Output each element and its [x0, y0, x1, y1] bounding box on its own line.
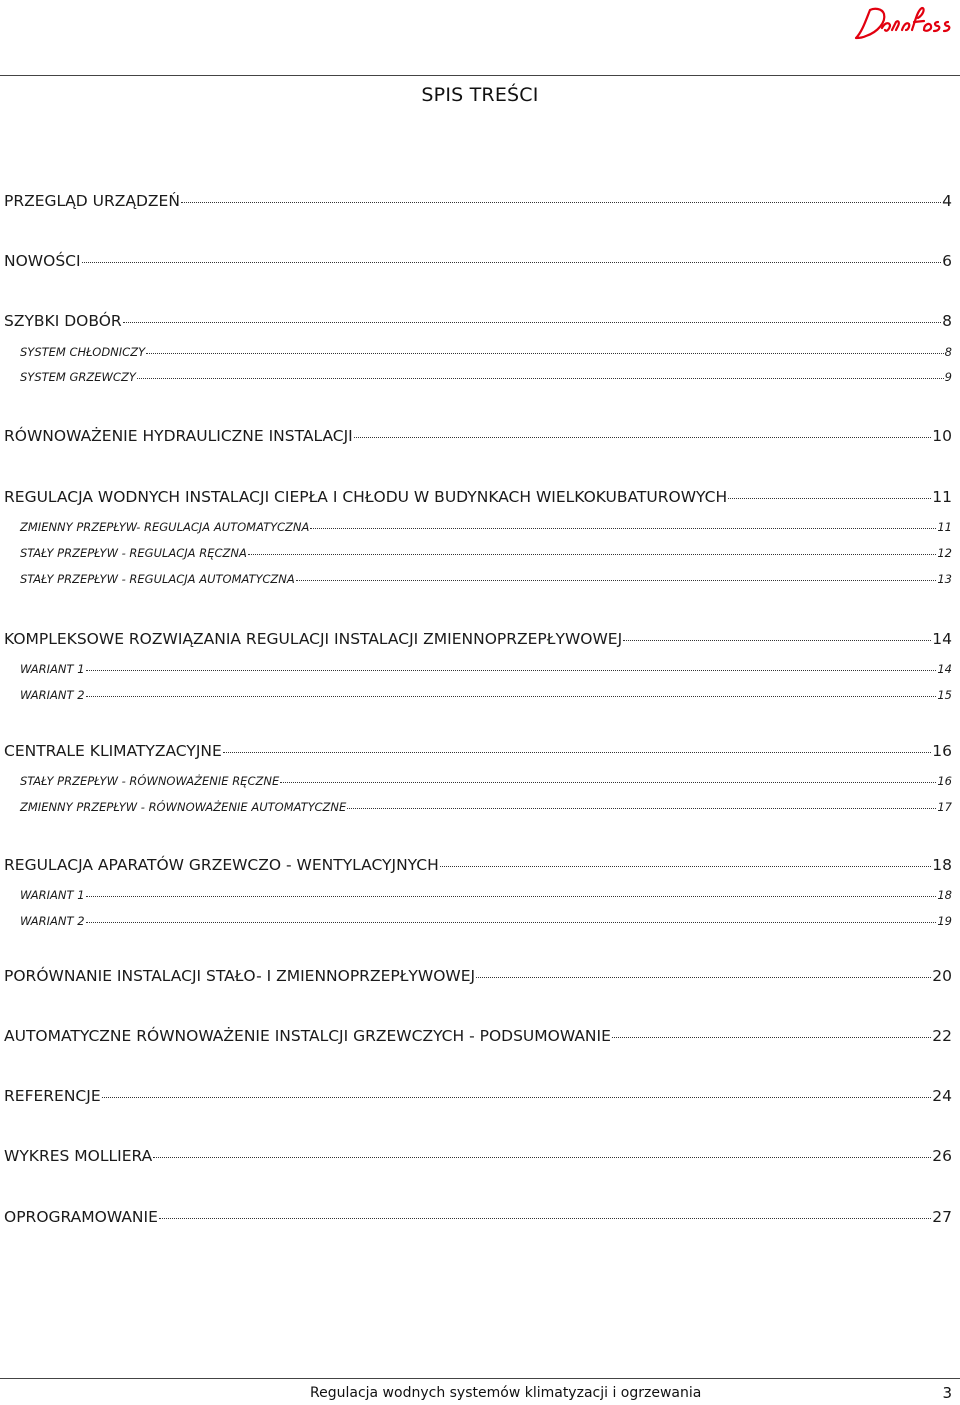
toc-page-number: 26	[932, 1147, 952, 1165]
header-rule	[0, 75, 960, 76]
toc-entry-title: WARIANT 2	[20, 688, 85, 702]
toc-page-number: 24	[932, 1087, 952, 1105]
toc-entry	[4, 742, 952, 760]
footer-title: Regulacja wodnych systemów klimatyzacji i ogrzewania	[310, 1385, 702, 1401]
toc-entry-title: REFERENCJE	[4, 1087, 101, 1105]
toc-entry-title: SYSTEM CHŁODNICZY	[20, 345, 146, 359]
page-title: SPIS TREŚCI	[421, 84, 539, 106]
toc-entry	[4, 1027, 952, 1045]
dot-leader	[86, 670, 937, 671]
dot-leader	[440, 866, 931, 867]
toc-entry	[4, 488, 952, 506]
toc-subentry	[20, 572, 952, 586]
toc-page-number: 11	[932, 488, 952, 506]
toc-entry	[4, 630, 952, 648]
toc-page-number: 11	[937, 520, 952, 534]
toc-entry-title: SZYBKI DOBÓR	[4, 312, 122, 330]
toc-page-number: 20	[932, 967, 952, 985]
dot-leader	[86, 922, 937, 923]
toc-entry-title: WARIANT 1	[20, 888, 85, 902]
toc-page-number: 18	[937, 888, 952, 902]
dot-leader	[86, 896, 937, 897]
toc-entry	[4, 1087, 952, 1105]
dot-leader	[476, 977, 931, 978]
dot-leader	[137, 378, 944, 379]
toc-entry-title: STAŁY PRZEPŁYW - RÓWNOWAŻENIE RĘCZNE	[20, 774, 280, 788]
danfoss-logo	[852, 2, 952, 46]
toc-entry-title: SYSTEM GRZEWCZY	[20, 370, 136, 384]
toc-entry-title: REGULACJA APARATÓW GRZEWCZO - WENTYLACYJNYCH	[4, 856, 439, 874]
dot-leader	[347, 808, 936, 809]
toc-entry-title: CENTRALE KLIMATYZACYJNE	[4, 742, 222, 760]
toc-page-number: 15	[937, 688, 952, 702]
toc-subentry	[20, 370, 952, 384]
dot-leader	[82, 262, 942, 263]
toc-subentry	[20, 662, 952, 676]
toc-page-number: 10	[932, 427, 952, 445]
dot-leader	[146, 353, 944, 354]
toc-page-number: 16	[932, 742, 952, 760]
toc-entry-title: OPROGRAMOWANIE	[4, 1208, 158, 1226]
toc-subentry	[20, 914, 952, 928]
toc-entry-title: ZMIENNY PRZEPŁYW - RÓWNOWAŻENIE AUTOMATYCZNE	[20, 800, 347, 814]
dot-leader	[181, 202, 941, 203]
dot-leader	[296, 580, 937, 581]
toc-entry-title: STAŁY PRZEPŁYW - REGULACJA RĘCZNA	[20, 546, 247, 560]
toc-entry-title: PORÓWNANIE INSTALACJI STAŁO- I ZMIENNOPRZEPŁYWOWEJ	[4, 967, 476, 985]
toc-page-number: 22	[932, 1027, 952, 1045]
footer-rule	[0, 1378, 960, 1379]
toc-entry-title: RÓWNOWAŻENIE HYDRAULICZNE INSTALACJI	[4, 427, 353, 445]
dot-leader	[728, 498, 931, 499]
toc-subentry	[20, 800, 952, 814]
dot-leader	[102, 1097, 932, 1098]
dot-leader	[280, 782, 936, 783]
dot-leader	[86, 696, 937, 697]
toc-page-number: 14	[937, 662, 952, 676]
toc-page-number: 16	[937, 774, 952, 788]
toc-entry-title: STAŁY PRZEPŁYW - REGULACJA AUTOMATYCZNA	[20, 572, 295, 586]
toc-entry-title: WYKRES MOLLIERA	[4, 1147, 153, 1165]
dot-leader	[153, 1157, 931, 1158]
dot-leader	[623, 640, 931, 641]
toc-entry-title: KOMPLEKSOWE ROZWIĄZANIA REGULACJI INSTALACJI ZMIENNOPRZEPŁYWOWEJ	[4, 630, 623, 648]
dot-leader	[123, 322, 941, 323]
toc-subentry	[20, 688, 952, 702]
toc-entry	[4, 1147, 952, 1165]
toc-entry-title: WARIANT 1	[20, 662, 85, 676]
toc-page-number: 9	[944, 370, 952, 384]
toc-page-number: 8	[942, 312, 952, 330]
dot-leader	[612, 1037, 931, 1038]
dot-leader	[354, 437, 932, 438]
toc-subentry	[20, 345, 952, 359]
toc-subentry	[20, 546, 952, 560]
toc-entry-title: WARIANT 2	[20, 914, 85, 928]
toc-entry-title: REGULACJA WODNYCH INSTALACJI CIEPŁA I CHŁODU W BUDYNKACH WIELKOKUBATUROWYCH	[4, 488, 728, 506]
toc-entry-title: NOWOŚCI	[4, 252, 81, 270]
toc-page-number: 14	[932, 630, 952, 648]
toc-entry	[4, 967, 952, 985]
dot-leader	[248, 554, 937, 555]
toc-page-number: 17	[937, 800, 952, 814]
dot-leader	[310, 528, 936, 529]
toc-entry-title: AUTOMATYCZNE RÓWNOWAŻENIE INSTALCJI GRZEWCZYCH - PODSUMOWANIE	[4, 1027, 611, 1045]
toc-subentry	[20, 888, 952, 902]
toc-subentry	[20, 520, 952, 534]
toc-entry	[4, 312, 952, 330]
footer-page-number: 3	[942, 1384, 952, 1402]
toc-page-number: 27	[932, 1208, 952, 1226]
toc-subentry	[20, 774, 952, 788]
toc-page-number: 4	[942, 192, 952, 210]
toc-entry	[4, 427, 952, 445]
toc-entry	[4, 252, 952, 270]
toc-entry-title: ZMIENNY PRZEPŁYW- REGULACJA AUTOMATYCZNA	[20, 520, 310, 534]
dot-leader	[159, 1218, 931, 1219]
toc-entry	[4, 1208, 952, 1226]
toc-page-number: 8	[944, 345, 952, 359]
dot-leader	[223, 752, 931, 753]
toc-page-number: 13	[937, 572, 952, 586]
toc-entry	[4, 856, 952, 874]
toc-page-number: 6	[942, 252, 952, 270]
toc-entry-title: PRZEGLĄD URZĄDZEŃ	[4, 192, 180, 210]
toc-page-number: 12	[937, 546, 952, 560]
toc-entry	[4, 192, 952, 210]
toc-page-number: 18	[932, 856, 952, 874]
toc-page-number: 19	[937, 914, 952, 928]
